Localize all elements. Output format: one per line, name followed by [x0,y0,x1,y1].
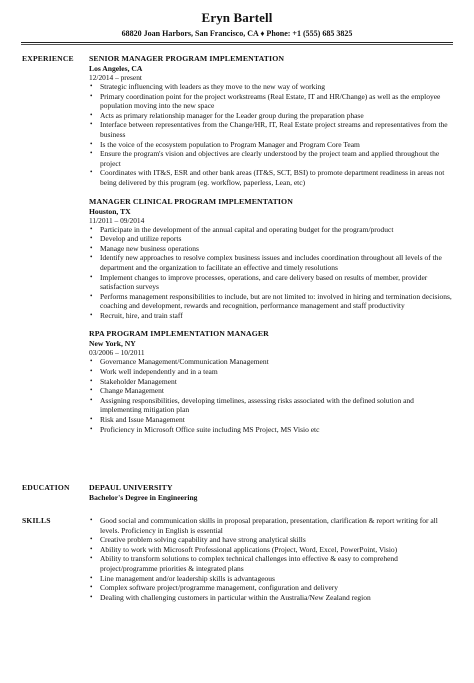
candidate-name: Eryn Bartell [201,10,273,25]
bullet-icon: • [90,424,93,433]
bullet-icon: • [90,310,93,319]
bullet-text: Governance Management/Communication Management [100,357,269,367]
bullet-item [89,244,454,254]
bullet-text: Proficiency in Microsoft Office suite including MS Project, MS Visio etc [100,424,320,434]
bullet-text: Ensure the program's vision and objectives are clearly understood by the project team and applied throughout the project [100,149,440,168]
bullet-item [89,234,454,244]
job-title: RPA PROGRAM IMPLEMENTATION MANAGER [89,329,269,339]
skills-label: SKILLS [22,516,51,525]
bullet-text: Coordinates with IT&S, ESR and other bank areas (IT&S, SCT, BSI) to promote department readiness in areas not being delivered by this program (eg. workflow, paperless, Lean, etc) [100,168,445,187]
bullet-item [89,140,454,150]
bullet-icon: • [90,395,93,404]
bullet-icon: • [90,168,93,177]
bullet-icon: • [90,91,93,100]
bullet-item [89,311,454,321]
bullet-item [89,574,454,584]
bullet-text: Change Management [100,386,164,396]
bullet-item [89,111,454,121]
bullet-icon: • [90,554,93,563]
bullet-text: Risk and Issue Management [100,415,185,425]
bullet-text: Work well independently and in a team [100,367,218,377]
bullet-item [89,554,454,573]
job-entry [89,197,454,321]
education-body [89,483,454,502]
bullet-item [89,82,454,92]
bullet-icon: • [90,386,93,395]
bullet-icon: • [90,149,93,158]
bullet-item [89,92,454,111]
bullet-icon: • [90,592,93,601]
bullet-item [89,292,454,311]
bullet-icon: • [90,110,93,119]
bullet-icon: • [90,357,93,366]
bullet-item [89,225,454,235]
bullet-item [89,593,454,603]
bullet-item [89,425,454,435]
bullet-item [89,535,454,545]
bullet-text: Implement changes to improve processes, operations, and care delivery based on results of member, provider satisfaction surveys [100,272,428,292]
bullet-text: Recruit, hire, and train staff [100,310,183,320]
education-label: EDUCATION [22,483,70,492]
bullet-icon: • [90,243,93,252]
experience-body [89,54,454,434]
bullet-item [89,386,454,396]
bullet-icon: • [90,583,93,592]
job-title: SENIOR MANAGER PROGRAM IMPLEMENTATION [89,54,285,63]
bullet-text: Ability to transform solutions to complex technical challenges into effective & easy to comprehend project/programme priorities & integrated plans [100,554,398,573]
job-location: Houston, TX [89,206,131,216]
school-name: DEPAUL UNIVERSITY [89,483,173,492]
job-bullets [89,357,454,434]
bullet-icon: • [90,415,93,424]
job-dates: 11/2011 – 09/2014 [89,215,145,225]
job-entry [89,54,454,188]
job-bullets [89,225,454,321]
bullet-item [89,120,454,139]
bullet-text: Dealing with challenging customers in particular within the Australia/New Zealand region [100,592,371,602]
bullet-text: Ability to work with Microsoft Professional applications (Project, Word, Excel, PowerPoint, Visio) [100,544,398,554]
bullet-text: Stakeholder Management [100,376,177,386]
job-dates: 03/2006 – 10/2011 [89,348,145,358]
bullet-icon: • [90,120,93,129]
bullet-text: Acts as primary relationship manager for the Leader group during the preparation phase [100,110,364,120]
bullet-item [89,396,454,415]
bullet-icon: • [90,253,93,262]
bullet-icon: • [90,544,93,553]
bullet-icon: • [90,272,93,281]
job-entry [89,329,454,434]
bullet-text: Participate in the development of the annual capital and operating budget for the program/product [100,224,394,234]
bullet-text: Primary coordination point for the project workstreams (Real Estate, IT and HR/Change) as well as the employee population moving into the new space [100,91,441,111]
bullet-item [89,149,454,168]
header-divider [21,42,453,43]
bullet-item [89,377,454,387]
bullet-icon: • [90,291,93,300]
bullet-text: Identify new approaches to resolve complex business issues and includes coordination throughout all levels of the department and the organization to facilitate an effective and timely resolutions [100,253,442,272]
bullet-icon: • [90,234,93,243]
bullet-icon: • [90,367,93,376]
bullet-text: Line management and/or leadership skills is advantageous [100,573,275,583]
bullet-icon: • [90,139,93,148]
bullet-item [89,168,454,187]
bullet-text: Manage new business operations [100,243,199,253]
experience-label: EXPERIENCE [22,54,74,63]
job-title: MANAGER CLINICAL PROGRAM IMPLEMENTATION [89,196,293,206]
job-location: New York, NY [89,339,136,349]
bullet-icon: • [90,224,93,233]
header-divider-secondary [21,44,453,45]
bullet-text: Is the voice of the ecosystem population to Program Manager and Program Core Team [100,139,360,149]
bullet-icon: • [90,376,93,385]
bullet-text: Good social and communication skills in proposal preparation, presentation, clarification & report writing for all levels. Proficiency in English is essential [100,516,438,535]
bullet-icon: • [90,573,93,582]
bullet-item [89,357,454,367]
degree: Bachelor's Degree in Engineering [89,493,198,502]
bullet-icon: • [90,516,93,524]
bullet-text: Assigning responsibilities, developing timelines, assessing risks associated with the defined solution and implementing mitigation plan [100,395,414,415]
bullet-text: Creative problem solving capability and have strong analytical skills [100,535,306,545]
bullet-item [89,367,454,377]
bullet-item [89,516,454,535]
bullet-item [89,545,454,555]
bullet-item [89,273,454,292]
bullet-text: Complex software project/programme management, configuration and delivery [100,583,339,593]
bullet-text: Interface between representatives from the Change/HR, IT, Real Estate project streams and representatives from the business [100,120,448,139]
bullet-text: Performs management responsibilities to include, but are not limited to: involved in hiring and termination decisions, coaching and development, rewards and recognition, performance management and staff productivity [100,291,452,311]
bullet-item [89,253,454,272]
bullet-item [89,415,454,425]
bullet-item [89,583,454,593]
job-dates: 12/2014 – present [89,73,142,82]
bullet-icon: • [90,535,93,544]
bullet-text: Develop and utilize reports [100,234,182,244]
skills-bullets [89,516,454,602]
bullet-text: Strategic influencing with leaders as they move to the new way of working [100,82,325,91]
job-bullets [89,82,454,188]
skills-body [89,516,454,602]
contact-line: 68820 Joan Harbors, San Francisco, CA ♦ Phone: +1 (555) 685 3825 [121,29,353,38]
bullet-icon: • [90,82,93,90]
job-location: Los Angeles, CA [89,64,143,73]
